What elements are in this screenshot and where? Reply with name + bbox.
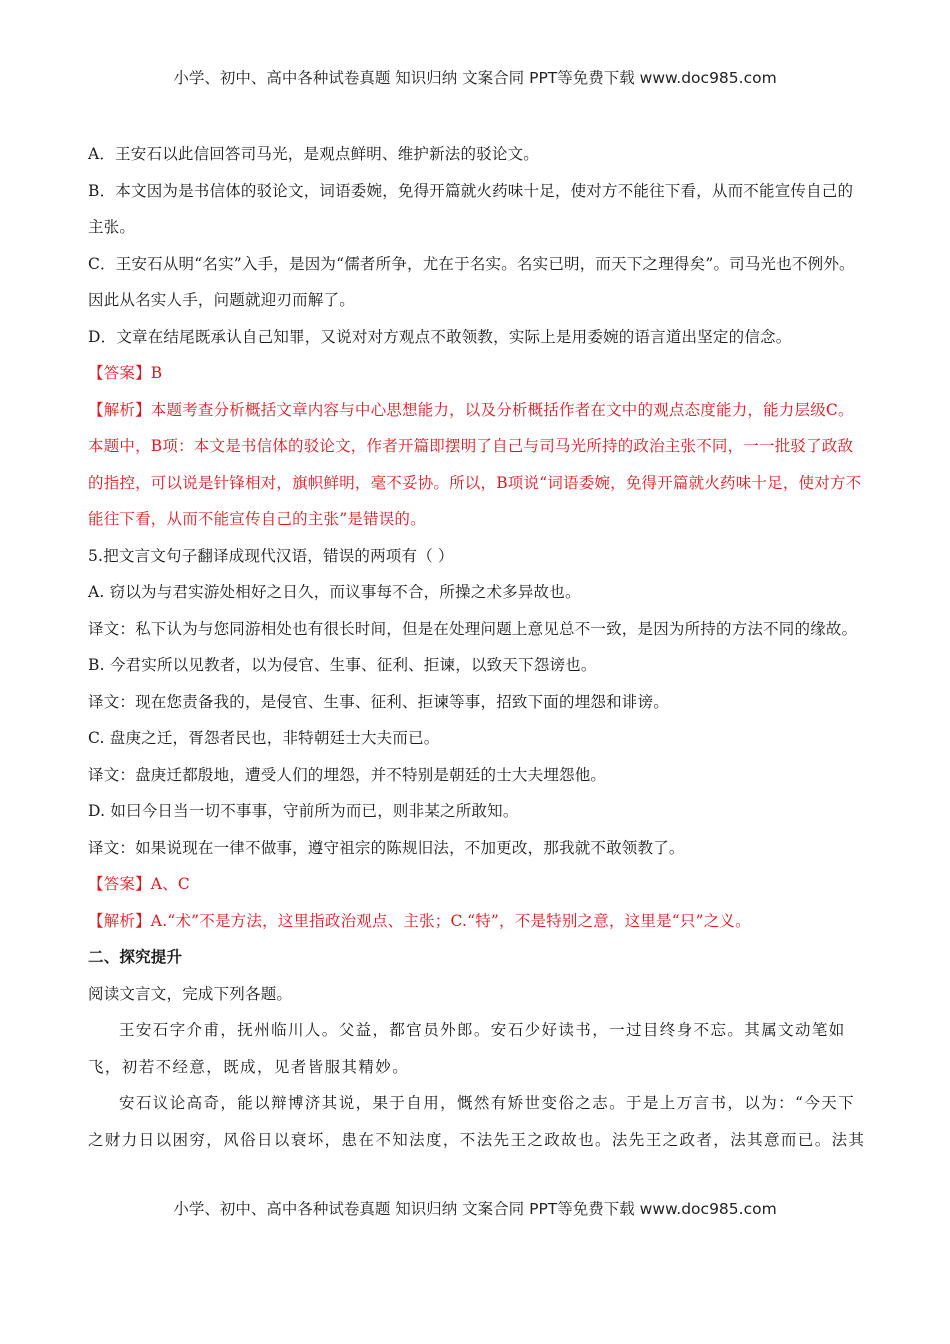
passage-paragraph-1: 王安石字介甫，抚州临川人。父益，都官员外郎。安石少好读书，一过目终身不忘。其属文动笔如飞，初若不经意，既成，见者皆服其精妙。 <box>88 1021 846 1076</box>
q5-option-b-source: B. 今君实所以见教者，以为侵官、生事、征利、拒谏，以致天下怨谤也。 <box>88 656 597 674</box>
q4-option-b: B．本文因为是书信体的驳论文，词语委婉，免得开篇就火药味十足，使对方不能往下看，从而不能宣传自己的主张。 <box>88 181 854 236</box>
q4-option-c: C．王安石从明“名实”入手，是因为“儒者所争，尤在于名实。名实已明，而天下之理得矣”。司马光也不例外。因此从名实人手，问题就迎刃而解了。 <box>88 254 855 309</box>
q5-analysis: 【解析】A.“术”不是方法，这里指政治观点、主张；C.“特”，不是特别之意，这里是“只”之义。 <box>88 911 751 930</box>
section-2-title: 二、探究提升 <box>88 947 183 966</box>
q5-option-a-source: A. 窃以为与君实游处相好之日久，而议事每不合，所操之术多异故也。 <box>88 583 581 601</box>
q4-option-a: A．王安石以此信回答司马光，是观点鲜明、维护新法的驳论文。 <box>88 145 539 163</box>
q4-analysis: 【解析】本题考查分析概括文章内容与中心思想能力，以及分析概括作者在文中的观点态度能力，能力层级C。本题中，B项：本文是书信体的驳论文，作者开篇即摆明了自己与司马光所持的政治主张不同，一一批驳了政敌的指控，可以说是针锋相对，旗帜鲜明，毫不妥协。所以，B项说“词语委婉，免得开篇就火药味十足，使对方不能往下看，从而不能宣传自己的主张”是错误的。 <box>88 400 862 528</box>
q4-answer: 【答案】B <box>88 364 163 382</box>
q4-option-d: D．文章在结尾既承认自己知罪，又说对对方观点不敢领教，实际上是用委婉的语言道出坚定的信念。 <box>88 327 792 346</box>
page-content <box>88 136 868 1158</box>
page-footer-banner: 小学、初中、高中各种试卷真题 知识归纳 文案合同 PPT等免费下载 www.doc985.com <box>173 1200 777 1218</box>
section-2-instruction: 阅读文言文，完成下列各题。 <box>88 984 293 1003</box>
q5-option-b-translation: 译文：现在您责备我的，是侵官、生事、征利、拒谏等事，招致下面的埋怨和诽谤。 <box>88 692 669 711</box>
q5-option-a-translation: 译文：私下认为与您同游相处也有很长时间，但是在处理问题上意见总不一致，是因为所持的方法不同的缘故。 <box>88 619 858 638</box>
q5-stem: 5.把文言文句子翻译成现代汉语，错误的两项有（ ） <box>88 546 454 565</box>
q5-option-c-translation: 译文：盘庚迁都殷地，遭受人们的埋怨，并不特别是朝廷的士大夫埋怨他。 <box>88 765 607 784</box>
q5-option-c-source: C. 盘庚之迁，胥怨者民也，非特朝廷士大夫而已。 <box>88 729 440 747</box>
passage-paragraph-2: 安石议论高奇，能以辩博济其说，果于自用，慨然有矫世变俗之志。于是上万言书，以为：“今天下之财力日以困穷，风俗日以衰坏，患在不知法度，不法先王之政故也。法先王之政者，法其意而已。法其 <box>88 1094 866 1149</box>
q5-option-d-source: D. 如曰今日当一切不事事，守前所为而已，则非某之所敢知。 <box>88 802 519 820</box>
page-header-banner: 小学、初中、高中各种试卷真题 知识归纳 文案合同 PPT等免费下载 www.doc985.com <box>173 69 777 87</box>
q5-answer: 【答案】A、C <box>88 875 190 893</box>
q5-option-d-translation: 译文：如果说现在一律不做事，遵守祖宗的陈规旧法，不加更改，那我就不敢领教了。 <box>88 838 685 857</box>
